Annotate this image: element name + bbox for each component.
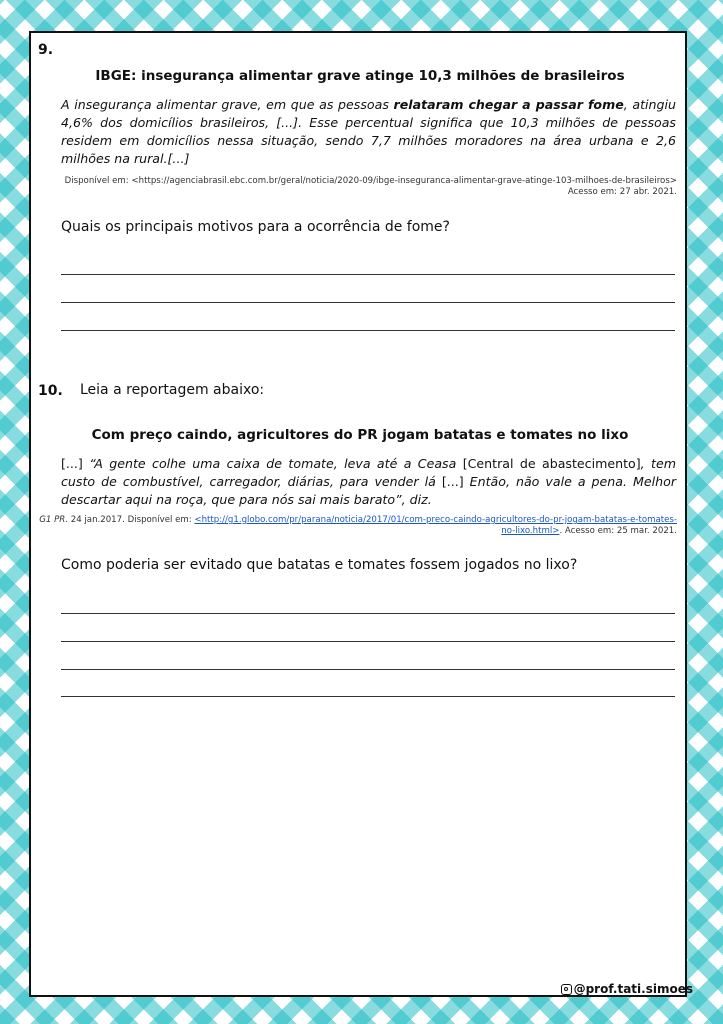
question-9-number: 9. <box>38 42 54 58</box>
quote-ellipsis: [...] <box>61 456 90 471</box>
author-handle: @prof.tati.simoes <box>573 982 693 996</box>
answer-line[interactable] <box>61 641 675 642</box>
worksheet-page <box>29 31 687 997</box>
quote-text: , tem custo de combustível, carregador, diárias, para vender lá <box>61 456 676 489</box>
question-9-quote <box>61 96 676 168</box>
source-access: . Acesso em: 25 mar. 2021. <box>559 526 677 536</box>
quote-highlight: relataram chegar a passar fome <box>393 97 624 112</box>
question-9-article-title: IBGE: insegurança alimentar grave atinge 10,3 milhões de brasileiros <box>95 68 625 84</box>
answer-line[interactable] <box>61 274 675 275</box>
question-10-article-title: Com preço caindo, agricultores do PR jogam batatas e tomates no lixo <box>91 427 629 443</box>
instagram-icon <box>561 984 572 995</box>
question-9-prompt: Quais os principais motivos para a ocorrência de fome? <box>61 219 450 235</box>
question-10-source <box>35 515 677 537</box>
quote-note: [Central de abastecimento] <box>462 456 641 471</box>
quote-text: A insegurança alimentar grave, em que as pessoas <box>61 97 394 112</box>
source-link[interactable]: <http://g1.globo.com/pr/parana/noticia/2017/01/com-preco-caindo-agricultores-do-pr-jogam-batatas-e-tomates-no-lixo.html> <box>194 515 677 536</box>
question-10-instruction: Leia a reportagem abaixo: <box>80 382 265 398</box>
answer-line[interactable] <box>61 669 675 670</box>
source-publication: G1 PR. <box>39 515 69 525</box>
author-credit <box>561 982 693 996</box>
answer-line[interactable] <box>61 302 675 303</box>
quote-text: , atingiu 4,6% dos domicílios brasileiros, [...]. Esse percentual significa que 10,3 milhões de pessoas residem em domicílios nessa situação, sendo 7,7 milhões moradores na área urbana e 2,6 milhões na rural.[...] <box>61 97 676 166</box>
answer-line[interactable] <box>61 613 675 614</box>
question-10-prompt: Como poderia ser evitado que batatas e tomates fossem jogados no lixo? <box>61 557 578 573</box>
question-9-source: Disponível em: <https://agenciabrasil.ebc.com.br/geral/noticia/2020-09/ibge-inseguranca-alimentar-grave-atinge-103-milhoes-de-brasileiros> Acesso em: 27 abr. 2021. <box>64 176 677 197</box>
quote-text: “A gente colhe uma caixa de tomate, leva até a Ceasa <box>89 456 463 471</box>
question-10-quote <box>61 455 676 509</box>
question-10-number: 10. <box>38 383 63 399</box>
source-date: 24 jan.2017. Disponível em: <box>68 515 195 525</box>
quote-ellipsis: [...] <box>441 474 464 489</box>
answer-line[interactable] <box>61 696 675 697</box>
quote-text: Então, não vale a pena. Melhor descartar aqui na roça, que para nós sai mais barato”, diz. <box>61 474 676 507</box>
answer-line[interactable] <box>61 330 675 331</box>
